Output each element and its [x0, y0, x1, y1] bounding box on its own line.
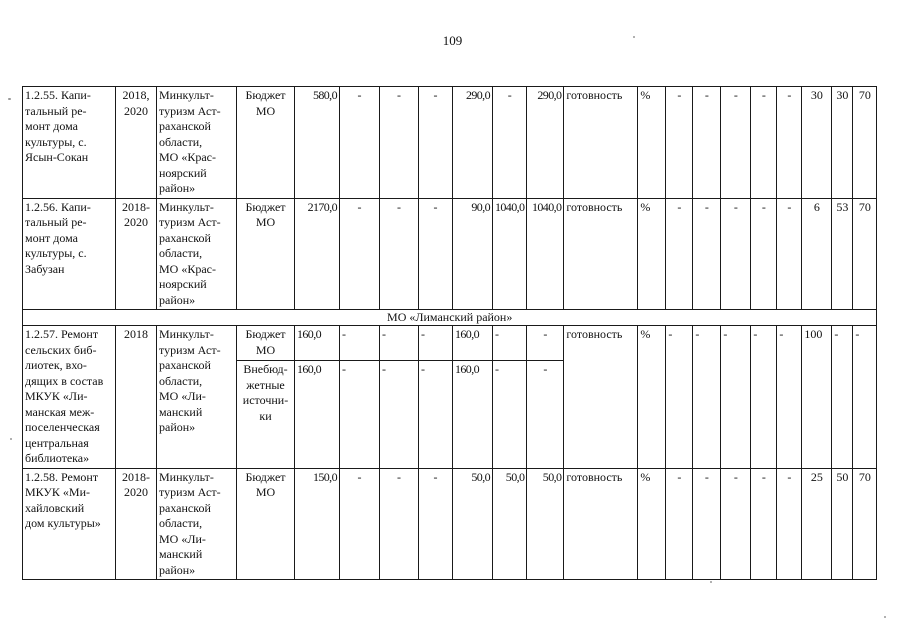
executor-cell: Минкульт- туризм Аст- раханской области, МО «Ли- манский район» [157, 468, 237, 580]
indicator-value-cell: 25 [802, 468, 832, 580]
indicator-value-cell: 70 [853, 87, 877, 199]
funding-source-cell: Бюджет МО [237, 87, 295, 199]
funding-source-cell: Бюджет МО [237, 468, 295, 580]
year-value-cell: 90,0 [453, 198, 493, 310]
indicator-cell: готовность [564, 87, 638, 199]
total-cell: 160,0 [295, 361, 340, 468]
unit-cell: % [638, 468, 666, 580]
page-number: 109 [442, 33, 463, 48]
year-value-cell: - [527, 326, 564, 361]
scan-speck [884, 616, 886, 618]
indicator-value-cell: - [721, 326, 751, 469]
year-value-cell: - [380, 87, 419, 199]
activity-name-cell: 1.2.58. Ремонт МКУК «Ми- хайловский дом культуры» [23, 468, 116, 580]
indicator-value-cell: 50 [832, 468, 853, 580]
year-value-cell: 50,0 [493, 468, 527, 580]
year-value-cell: - [340, 361, 380, 468]
indicator-value-cell: - [666, 326, 693, 469]
indicator-value-cell: - [666, 468, 693, 580]
year-value-cell: - [380, 468, 419, 580]
indicator-value-cell: - [693, 326, 721, 469]
indicator-value-cell: - [777, 326, 802, 469]
indicator-value-cell: 70 [853, 198, 877, 310]
year-value-cell: - [419, 326, 453, 361]
table-row [23, 198, 877, 310]
scan-speck [10, 438, 12, 440]
indicator-value-cell: 30 [832, 87, 853, 199]
years-cell: 2018- 2020 [116, 198, 157, 310]
year-value-cell: 160,0 [453, 326, 493, 361]
year-value-cell: - [340, 198, 380, 310]
year-value-cell: 50,0 [453, 468, 493, 580]
indicator-value-cell: - [777, 87, 802, 199]
indicator-value-cell: 100 [802, 326, 832, 469]
group-heading-row [23, 310, 877, 326]
scan-speck [8, 98, 11, 100]
unit-cell: % [638, 198, 666, 310]
year-value-cell: - [527, 361, 564, 468]
group-heading: МО «Лиманский район» [23, 310, 877, 326]
indicator-value-cell: - [751, 468, 777, 580]
funding-source-cell: Бюджет МО [237, 326, 295, 361]
funding-source-cell: Бюджет МО [237, 198, 295, 310]
indicator-value-cell: - [853, 326, 877, 469]
table-row [23, 468, 877, 580]
indicator-value-cell: - [721, 468, 751, 580]
year-value-cell: 1040,0 [493, 198, 527, 310]
year-value-cell: - [340, 87, 380, 199]
year-value-cell: 1040,0 [527, 198, 564, 310]
year-value-cell: - [419, 87, 453, 199]
indicator-value-cell: - [693, 198, 721, 310]
indicator-value-cell: - [666, 87, 693, 199]
year-value-cell: - [380, 361, 419, 468]
year-value-cell: - [380, 198, 419, 310]
years-cell: 2018- 2020 [116, 468, 157, 580]
indicator-value-cell: 70 [853, 468, 877, 580]
year-value-cell: - [340, 326, 380, 361]
indicator-value-cell: - [832, 326, 853, 469]
indicator-value-cell: - [777, 468, 802, 580]
year-value-cell: - [340, 468, 380, 580]
year-value-cell: 160,0 [453, 361, 493, 468]
indicator-value-cell: 30 [802, 87, 832, 199]
years-cell: 2018 [116, 326, 157, 469]
total-cell: 150,0 [295, 468, 340, 580]
indicator-value-cell: 6 [802, 198, 832, 310]
years-cell: 2018, 2020 [116, 87, 157, 199]
indicator-value-cell: - [721, 87, 751, 199]
indicator-value-cell: 53 [832, 198, 853, 310]
year-value-cell: 290,0 [527, 87, 564, 199]
activity-name-cell: 1.2.57. Ремонт сельских биб- лиотек, вхо- дящих в состав МКУК «Ли- манская меж- поселенческая центральная библиотека» [23, 326, 116, 469]
unit-cell: % [638, 326, 666, 469]
year-value-cell: - [493, 87, 527, 199]
indicator-value-cell: - [751, 326, 777, 469]
year-value-cell: - [493, 361, 527, 468]
year-value-cell: - [493, 326, 527, 361]
executor-cell: Минкульт- туризм Аст- раханской области, МО «Ли- манский район» [157, 326, 237, 469]
total-cell: 2170,0 [295, 198, 340, 310]
activity-name-cell: 1.2.55. Капи- тальный ре- монт дома культуры, с. Ясын-Сокан [23, 87, 116, 199]
indicator-value-cell: - [721, 198, 751, 310]
indicator-cell: готовность [564, 326, 638, 469]
executor-cell: Минкульт- туризм Аст- раханской области, МО «Крас- ноярский район» [157, 198, 237, 310]
funding-source-cell: Внебюд- жетные источни- ки [237, 361, 295, 468]
indicator-value-cell: - [751, 198, 777, 310]
program-activities-table [22, 86, 877, 580]
total-cell: 160,0 [295, 326, 340, 361]
indicator-value-cell: - [693, 468, 721, 580]
year-value-cell: - [380, 326, 419, 361]
year-value-cell: - [419, 198, 453, 310]
indicator-cell: готовность [564, 198, 638, 310]
year-value-cell: - [419, 361, 453, 468]
total-cell: 580,0 [295, 87, 340, 199]
year-value-cell: 50,0 [527, 468, 564, 580]
scan-speck [710, 581, 712, 583]
year-value-cell: 290,0 [453, 87, 493, 199]
unit-cell: % [638, 87, 666, 199]
indicator-value-cell: - [666, 198, 693, 310]
year-value-cell: - [419, 468, 453, 580]
indicator-cell: готовность [564, 468, 638, 580]
executor-cell: Минкульт- туризм Аст- раханской области, МО «Крас- ноярский район» [157, 87, 237, 199]
table-row [23, 326, 877, 361]
indicator-value-cell: - [751, 87, 777, 199]
table-row [23, 87, 877, 199]
scan-speck [633, 36, 635, 38]
indicator-value-cell: - [777, 198, 802, 310]
indicator-value-cell: - [693, 87, 721, 199]
activity-name-cell: 1.2.56. Капи- тальный ре- монт дома культуры, с. Забузан [23, 198, 116, 310]
